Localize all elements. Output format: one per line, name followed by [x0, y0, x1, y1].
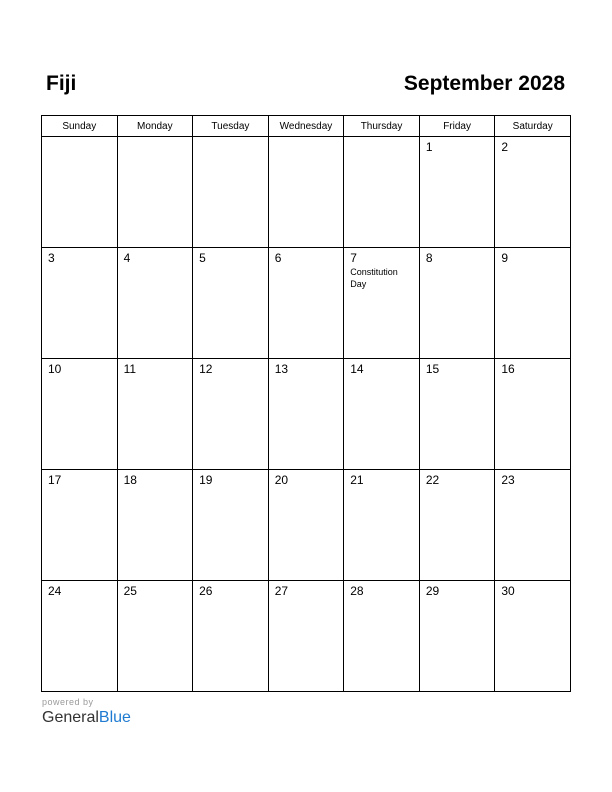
- day-cell[interactable]: [344, 581, 420, 692]
- day-number: 11: [123, 362, 137, 376]
- day-number: 20: [274, 473, 289, 487]
- week-row: [42, 137, 571, 248]
- day-cell[interactable]: [419, 248, 495, 359]
- month-title: September 2028: [403, 72, 565, 95]
- day-number: 9: [501, 251, 509, 265]
- day-cell[interactable]: [495, 137, 571, 248]
- day-cell[interactable]: [42, 137, 118, 248]
- day-cell[interactable]: [193, 581, 269, 692]
- day-number: 13: [274, 362, 289, 376]
- day-cell[interactable]: [268, 470, 344, 581]
- weekday-header: Saturday: [495, 116, 571, 137]
- day-cell[interactable]: [344, 470, 420, 581]
- day-number: 30: [501, 584, 515, 598]
- day-cell[interactable]: [42, 470, 118, 581]
- weekday-header: Thursday: [344, 116, 420, 137]
- day-number: 4: [123, 251, 131, 265]
- weekday-header-row: [42, 116, 571, 137]
- day-number: 23: [501, 473, 515, 487]
- day-number: 14: [350, 362, 364, 376]
- day-number: 16: [501, 362, 515, 376]
- day-cell[interactable]: [193, 470, 269, 581]
- day-number: 25: [123, 584, 137, 598]
- day-cell[interactable]: [117, 137, 193, 248]
- brand-general-text: General: [42, 709, 99, 726]
- day-number: 17: [48, 473, 62, 487]
- weekday-header: Sunday: [42, 116, 118, 137]
- day-cell[interactable]: [344, 137, 420, 248]
- holiday-label: Constitution Day: [350, 267, 398, 289]
- calendar-grid: [41, 115, 571, 692]
- day-cell[interactable]: [193, 359, 269, 470]
- day-number: 2: [501, 140, 509, 154]
- day-cell[interactable]: [42, 248, 118, 359]
- day-number: 24: [48, 584, 62, 598]
- day-cell[interactable]: [117, 470, 193, 581]
- day-cell[interactable]: [419, 137, 495, 248]
- day-cell[interactable]: [117, 359, 193, 470]
- day-number: 1: [425, 140, 433, 154]
- weekday-header: Monday: [117, 116, 193, 137]
- day-cell[interactable]: [193, 248, 269, 359]
- day-number: 28: [350, 584, 364, 598]
- weekday-header: Wednesday: [268, 116, 344, 137]
- day-cell[interactable]: [117, 248, 193, 359]
- day-cell[interactable]: [495, 248, 571, 359]
- day-number: 19: [199, 473, 213, 487]
- day-number: 7: [350, 251, 357, 265]
- day-cell[interactable]: [268, 359, 344, 470]
- weekday-header: Friday: [419, 116, 495, 137]
- day-cell[interactable]: [419, 470, 495, 581]
- brand-logo[interactable]: [42, 708, 131, 728]
- day-cell[interactable]: [42, 581, 118, 692]
- day-number: 3: [48, 251, 55, 265]
- week-row: [42, 470, 571, 581]
- day-number: 26: [199, 584, 213, 598]
- day-cell[interactable]: [42, 359, 118, 470]
- week-row: [42, 359, 571, 470]
- week-row: [42, 581, 571, 692]
- day-number: 27: [274, 584, 289, 598]
- day-number: 8: [425, 251, 433, 265]
- day-cell[interactable]: [344, 359, 420, 470]
- day-cell[interactable]: [495, 470, 571, 581]
- day-number: 22: [425, 473, 440, 487]
- country-title: Fiji: [46, 72, 77, 95]
- week-row: [42, 248, 571, 359]
- day-cell[interactable]: [344, 248, 420, 359]
- day-number: 10: [48, 362, 62, 376]
- day-number: 5: [199, 251, 206, 265]
- day-cell[interactable]: [495, 359, 571, 470]
- day-number: 15: [425, 362, 440, 376]
- day-cell[interactable]: [268, 581, 344, 692]
- footer-branding: [42, 697, 131, 728]
- day-cell[interactable]: [495, 581, 571, 692]
- day-number: 21: [350, 473, 364, 487]
- day-number: 18: [123, 473, 137, 487]
- day-cell[interactable]: [268, 137, 344, 248]
- brand-blue-text: Blue: [98, 709, 131, 726]
- day-cell[interactable]: [419, 581, 495, 692]
- day-number: 6: [274, 251, 282, 265]
- day-cell[interactable]: [193, 137, 269, 248]
- powered-by-text: powered by: [42, 697, 94, 707]
- weekday-header: Tuesday: [193, 116, 269, 137]
- day-number: 12: [199, 362, 213, 376]
- day-cell[interactable]: [268, 248, 344, 359]
- day-number: 29: [425, 584, 440, 598]
- day-cell[interactable]: [419, 359, 495, 470]
- day-cell[interactable]: [117, 581, 193, 692]
